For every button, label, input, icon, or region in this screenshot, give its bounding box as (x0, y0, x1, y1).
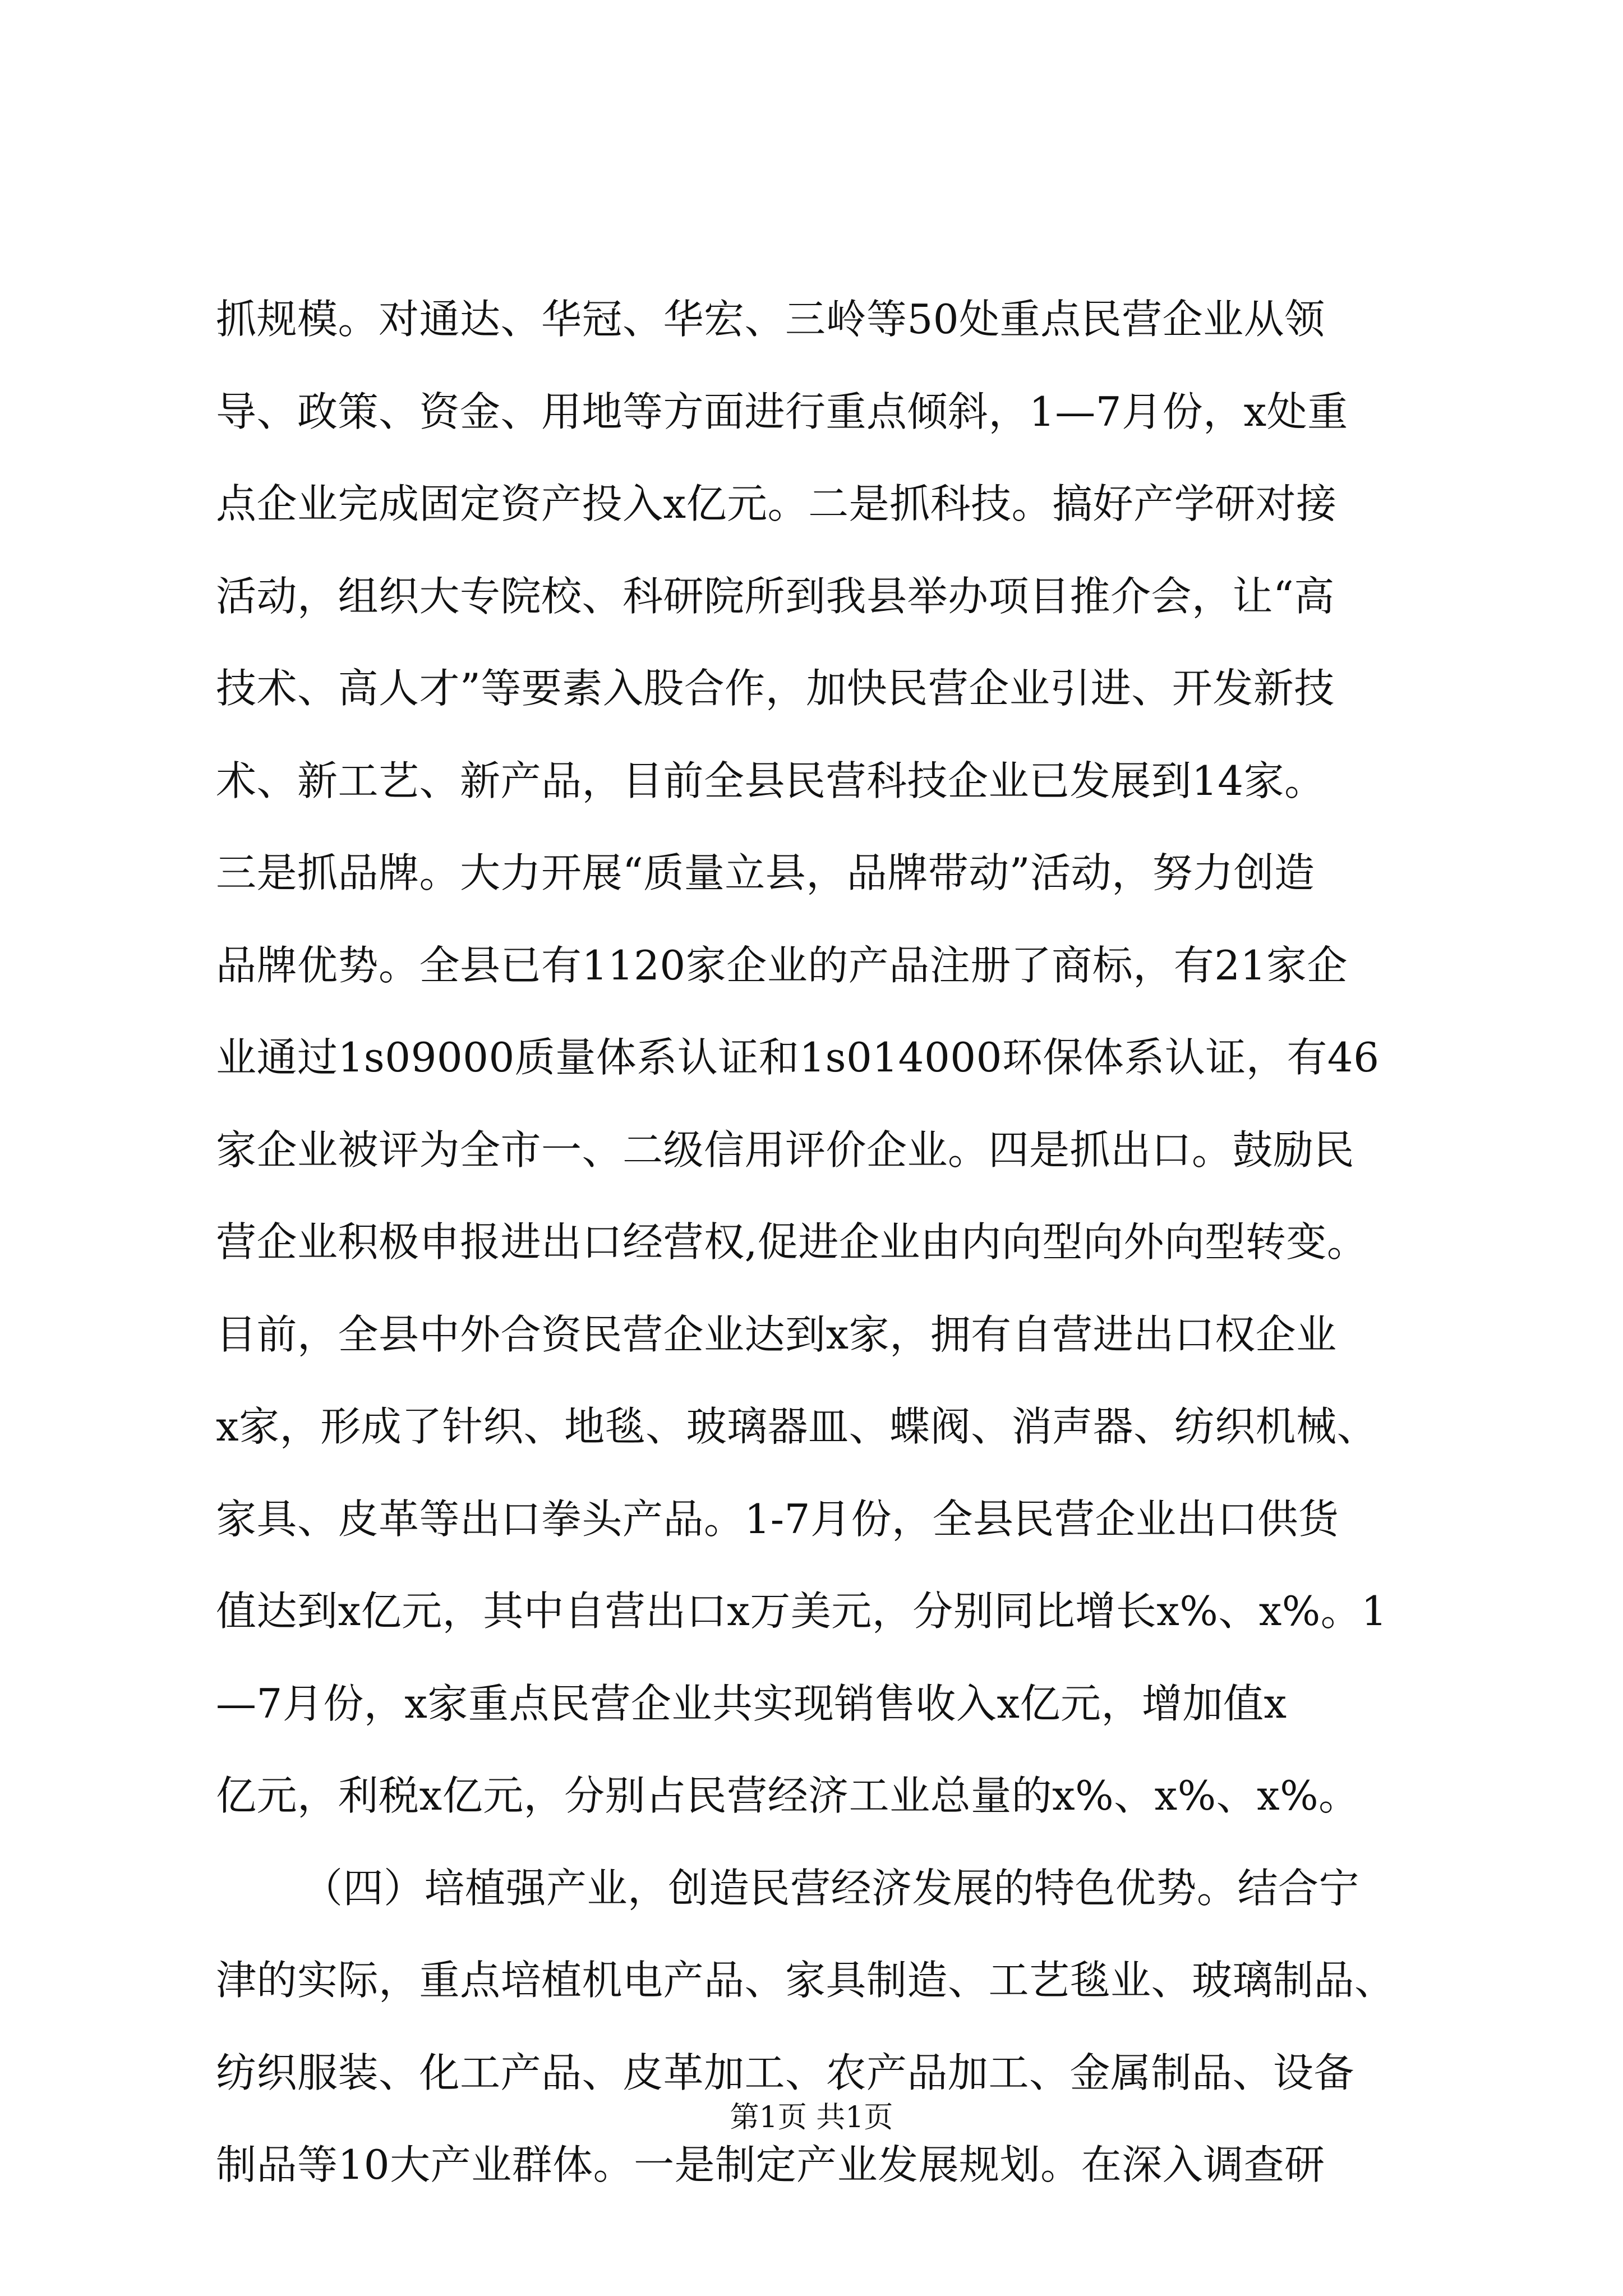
text-line: 术、新工艺、新产品，目前全县民营科技企业已发展到14家。 (216, 757, 1325, 804)
section-heading-line: （四）培植强产业，创造民营经济发展的特色优势。结合宁 (302, 1864, 1360, 1912)
text-line: x家，形成了针织、地毯、玻璃器皿、蝶阀、消声器、纺织机械、 (216, 1403, 1378, 1450)
text-line: 亿元，利税x亿元，分别占民营经济工业总量的x%、x%、x%。 (216, 1772, 1359, 1819)
document-body (216, 273, 1438, 2211)
text-line: 营企业积极申报进出口经营权,促进企业由内向型向外向型转变。 (216, 1218, 1368, 1266)
page-number: 第1页 共1页 (730, 2101, 893, 2134)
text-line: 纺织服装、化工产品、皮革加工、农产品加工、金属制品、设备 (216, 2049, 1355, 2096)
page-footer (0, 2098, 1623, 2137)
text-line: 家具、皮革等出口拳头产品。1-7月份，全县民营企业出口供货 (216, 1495, 1339, 1543)
text-line: 导、政策、资金、用地等方面进行重点倾斜，1—7月份，x处重 (216, 388, 1348, 435)
text-line: 抓规模。对通达、华冠、华宏、三岭等50处重点民营企业从领 (216, 296, 1325, 343)
text-line: 制品等10大产业群体。一是制定产业发展规划。在深入调查研 (216, 2141, 1325, 2188)
text-line: 技术、高人才”等要素入股合作，加快民营企业引进、开发新技 (216, 665, 1335, 712)
text-line: 家企业被评为全市一、二级信用评价企业。四是抓出口。鼓励民 (216, 1126, 1355, 1174)
text-line: 津的实际，重点培植机电产品、家具制造、工艺毯业、玻璃制品、 (216, 1957, 1395, 2004)
text-line: 值达到x亿元，其中自营出口x万美元，分别同比增长x%、x%。1 (216, 1588, 1387, 1635)
text-line: 活动，组织大专院校、科研院所到我县举办项目推介会，让“高 (216, 572, 1335, 620)
text-line: —7月份，x家重点民营企业共实现销售收入x亿元，增加值x (216, 1680, 1287, 1727)
text-line: 目前，全县中外合资民营企业达到x家，拥有自营进出口权企业 (216, 1310, 1337, 1358)
text-line: 三是抓品牌。大力开展“质量立县，品牌带动”活动，努力创造 (216, 849, 1315, 896)
text-line: 点企业完成固定资产投入x亿元。二是抓科技。搞好产学研对接 (216, 480, 1337, 527)
text-line: 品牌优势。全县已有1120家企业的产品注册了商标，有21家企 (216, 941, 1348, 989)
text-line: 业通过1s09000质量体系认证和1s014000环保体系认证，有46 (216, 1034, 1380, 1081)
